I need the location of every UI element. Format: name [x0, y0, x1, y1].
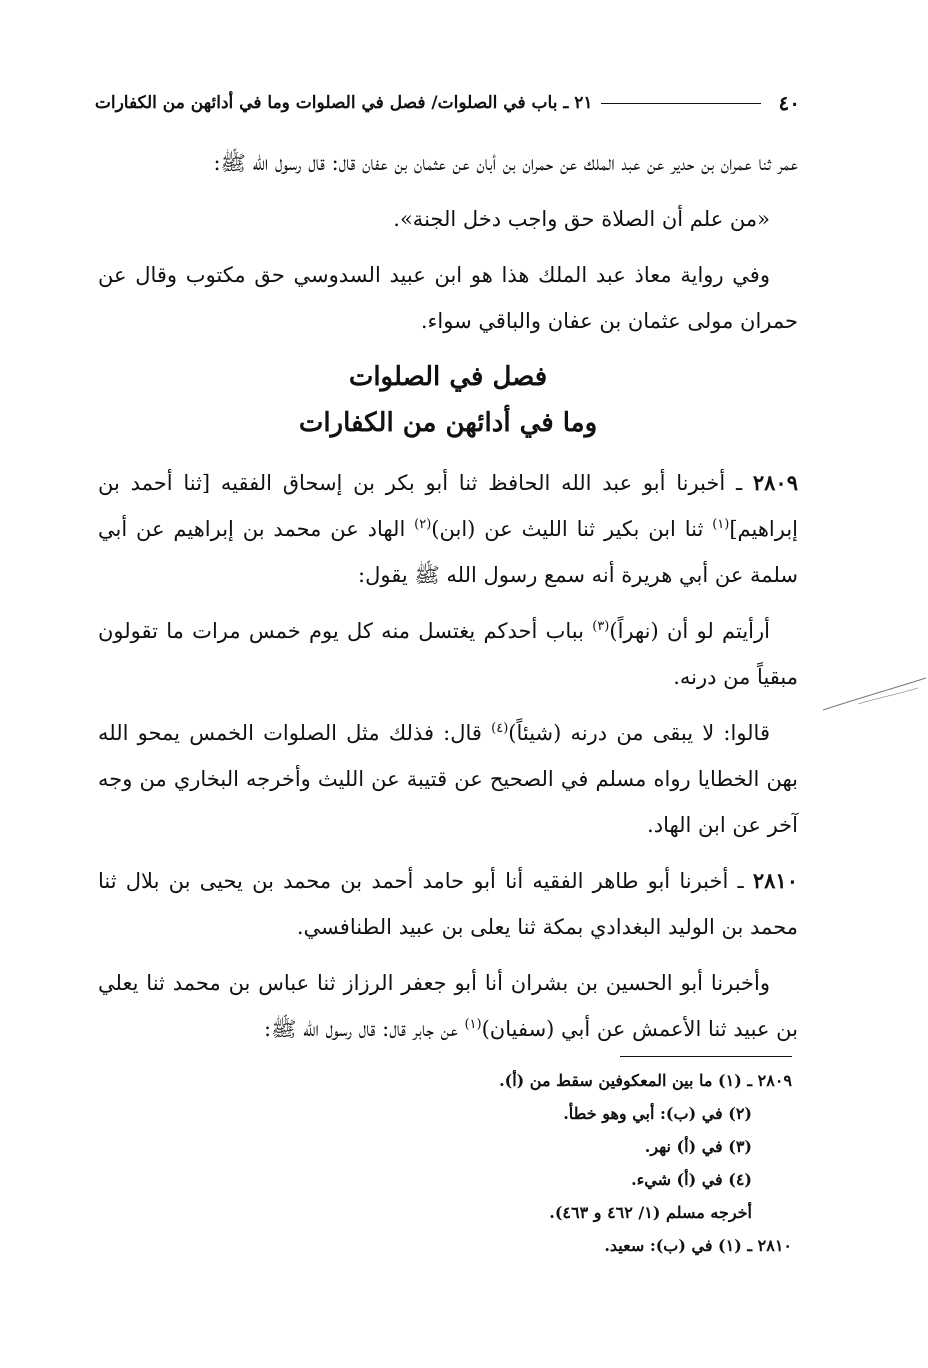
hadith-2809-isnad	[98, 460, 798, 598]
footnote-item: (٤) في (أ) شيء.	[631, 1170, 752, 1189]
footnote-item: (٣) في (أ) نهر.	[644, 1137, 752, 1156]
header-rule	[601, 103, 761, 104]
footnote-item: ٢٨٠٩ ـ (١) ما بين المعكوفين سقط من (أ).	[499, 1071, 792, 1090]
hadith-2810-isnad	[98, 858, 798, 950]
hadith-text: عن جابر قال: قال رسول الله ﷺ:	[264, 1017, 465, 1041]
footnote-item: ٢٨١٠ ـ (١) في (ب): سعيد.	[604, 1236, 792, 1255]
main-text	[98, 140, 798, 1062]
footnote-ref: (٣)	[592, 619, 610, 634]
footnote-ref: (١)	[712, 517, 730, 532]
hadith-text: ـ أخبرنا أبو طاهر الفقيه أنا أبو حامد أحمد بن محمد بن يحيى بن بلال ثنا محمد بن الوليد البغدادي بمكة ثنا يعلى بن عبيد الطنافسي.	[98, 869, 798, 939]
header-title: ٢١ ـ باب في الصلوات/ فصل في الصلوات وما في أدائهن من الكفارات	[94, 93, 593, 113]
hadith-2810-second-isnad	[98, 960, 798, 1052]
footnote-item: أخرجه مسلم (١/ ٤٦٢ و ٤٦٣).	[549, 1203, 752, 1222]
hadith-text: بباب أحدكم يغتسل منه كل يوم خمس مرات ما تقولون مبقياً من درنه.	[98, 619, 798, 689]
section-heading	[98, 354, 798, 446]
hadith-text: ـ أخبرنا أبو عبد الله الحافظ ثنا أبو بكر بن إسحاق الفقيه [ثنا أحمد بن إبراهيم]	[98, 471, 799, 541]
paragraph-matn: «من علم أن الصلاة حق واجب دخل الجنة».	[393, 207, 770, 231]
hadith-text: قالوا: لا يبقى من درنه (شيئاً)	[508, 721, 770, 745]
hadith-text: قال: فذلك مثل الصلوات الخمس يمحو الله بهن الخطايا رواه مسلم في الصحيح عن قتيبة عن الليث وأخرجه البخاري من وجه آخر عن ابن الهاد.	[98, 721, 798, 837]
section-title-line2: وما في أدائهن من الكفارات	[298, 408, 598, 438]
hadith-text: وأخبرنا أبو الحسين بن بشران أنا أبو جعفر الرزاز ثنا عباس بن محمد ثنا يعلي بن عبيد ثنا الأعمش عن أبي (سفيان)	[98, 971, 798, 1041]
margin-pencil-mark	[818, 670, 928, 720]
footnote-ref: (١)	[464, 1017, 482, 1032]
running-header	[94, 88, 800, 118]
hadith-number: ٢٨٠٩	[752, 470, 798, 495]
hadith-2809-matn	[98, 608, 798, 700]
footnote-ref: (٢)	[414, 517, 432, 532]
section-title-line1: فصل في الصلوات	[348, 362, 548, 392]
paragraph-isnad-end: عمر ثنا عمران بن حدير عن عبد الملك عن حمران بن أبان عن عثمان بن عفان قال: قال رسول الله ﷺ:	[213, 151, 798, 175]
hadith-text: ثنا ابن بكير ثنا الليث عن (ابن)	[431, 517, 713, 541]
hadith-text: الهاد عن محمد بن إبراهيم عن أبي سلمة عن أبي هريرة أنه سمع رسول الله ﷺ يقول:	[98, 517, 798, 587]
hadith-text: أرأيتم لو أن (نهراً)	[609, 619, 770, 643]
paragraph-variant-note: وفي رواية معاذ عبد الملك هذا هو ابن عبيد السدوسي حق مكتوب وقال عن حمران مولى عثمان بن عفان والباقي سواء.	[98, 263, 798, 333]
hadith-2809-answer	[98, 710, 798, 848]
footnote-separator	[620, 1056, 792, 1057]
footnotes	[192, 1064, 792, 1262]
footnote-ref: (٤)	[491, 721, 509, 736]
hadith-number: ٢٨١٠	[752, 868, 798, 893]
page-number: ٤٠	[778, 91, 800, 115]
footnote-item: (٢) في (ب): أبي وهو خطأ.	[563, 1104, 752, 1123]
